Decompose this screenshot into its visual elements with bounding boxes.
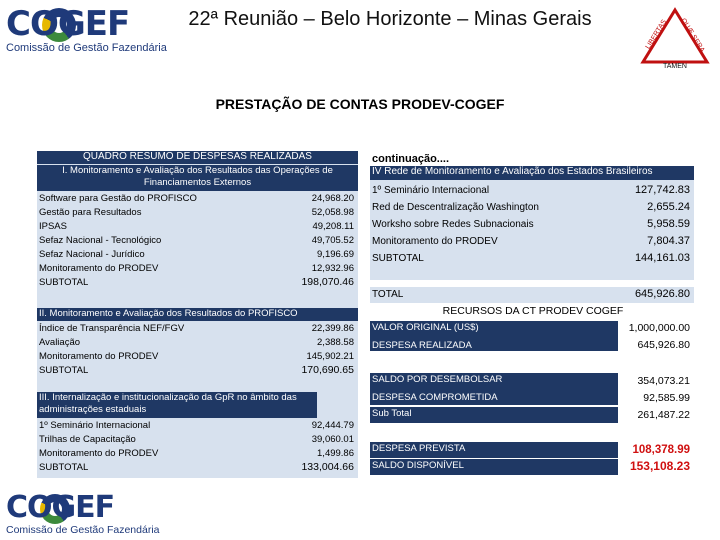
row-value: 127,742.83 [634, 184, 690, 196]
sub-total-label: Sub Total [370, 407, 618, 423]
row-value: 2,388.58 [317, 337, 354, 348]
row-value: 9,196.69 [317, 249, 354, 260]
left-summary-panel [37, 151, 358, 478]
row-value: 22,399.86 [311, 323, 354, 334]
svg-text:QUÆ SERA: QUÆ SERA [679, 17, 706, 54]
row-label: Gestão para Resultados [39, 207, 142, 218]
page-title: 22ª Reunião – Belo Horizonte – Minas Gerais [188, 8, 592, 30]
cogef-logo-top [6, 4, 186, 56]
section-4-heading: IV Rede de Monitoramento e Avaliação dos Estados Brasileiros [370, 166, 694, 180]
row-value: 144,161.03 [634, 252, 690, 264]
row-value: 145,902.21 [306, 351, 354, 362]
row-value: 52,058.98 [311, 207, 354, 218]
report-subtitle: PRESTAÇÃO DE CONTAS PRODEV-COGEF [215, 96, 505, 112]
saldo-desembolsar-label: SALDO POR DESEMBOLSAR [370, 373, 618, 391]
despesa-prevista-value: 108,378.99 [618, 443, 694, 457]
row-label: Monitoramento do PRODEV [39, 448, 159, 459]
right-summary-panel [370, 166, 694, 280]
row-label: 1º Seminário Internacional [372, 185, 490, 196]
despesa-comprometida-value: 92,585.99 [618, 391, 694, 405]
saldo-desembolsar-value: 354,073.21 [618, 374, 694, 388]
section-2-heading: II. Monitoramento e Avaliação dos Resultados do PROFISCO [37, 308, 358, 321]
cogef-logo-bottom [6, 490, 186, 538]
left-panel-title: QUADRO RESUMO DE DESPESAS REALIZADAS [37, 151, 358, 164]
saldo-disponivel-label: SALDO DISPONÍVEL [370, 459, 618, 475]
despesa-realizada-value: 645,926.80 [618, 338, 694, 352]
row-value: 2,655.24 [647, 201, 690, 213]
row-label: Sefaz Nacional - Tecnológico [39, 235, 162, 246]
row-value: 39,060.01 [311, 434, 354, 445]
row-label: Avaliação [39, 337, 81, 348]
row-value: 1,499.86 [317, 448, 354, 459]
row-label: SUBTOTAL [39, 462, 89, 473]
row-value: 12,932.96 [311, 263, 354, 274]
total-label: TOTAL [372, 289, 404, 300]
row-label: SUBTOTAL [39, 277, 89, 288]
row-label: Red de Descentralização Washington [372, 202, 539, 213]
logo-word-bottom: COGEF [6, 490, 115, 525]
row-value: 49,705.52 [311, 235, 354, 246]
valor-original-label: VALOR ORIGINAL (US$) [370, 321, 618, 351]
saldo-disponivel-value: 153,108.23 [618, 459, 694, 473]
row-value: 24,968.20 [311, 193, 354, 204]
despesa-comprometida-label: DESPESA COMPROMETIDA [370, 391, 618, 405]
row-label: Monitoramento do PRODEV [372, 236, 498, 247]
row-label: Monitoramento do PRODEV [39, 351, 159, 362]
row-value: 49,208.11 [312, 221, 354, 232]
row-label: 1º Seminário Internacional [39, 420, 151, 431]
row-label: Worksho sobre Redes Subnacionais [372, 219, 534, 230]
resources-title: RECURSOS DA CT PRODEV COGEF [442, 305, 624, 317]
valor-original-value: 1,000,000.00 [618, 321, 694, 335]
row-label: IPSAS [39, 221, 67, 232]
row-value: 133,004.66 [301, 461, 354, 473]
continuation-label: continuação.... [372, 153, 450, 165]
row-label: Sefaz Nacional - Jurídico [39, 249, 145, 260]
row-label: Software para Gestão do PROFISCO [39, 193, 197, 204]
row-label: Monitoramento do PRODEV [39, 263, 159, 274]
logo-word: COGEF [6, 4, 130, 44]
logo-subtitle-bottom: Comissão de Gestão Fazendária [6, 524, 160, 536]
row-label: SUBTOTAL [39, 365, 89, 376]
row-value: 198,070.46 [301, 276, 354, 288]
sub-total-value: 261,487.22 [618, 408, 694, 422]
row-label: SUBTOTAL [372, 253, 424, 264]
row-label: Trilhas de Capacitação [39, 434, 136, 445]
logo-subtitle: Comissão de Gestão Fazendária [6, 42, 167, 54]
svg-text:TAMEN: TAMEN [663, 63, 687, 70]
row-value: 92,444.79 [311, 420, 354, 431]
minas-gerais-seal-icon [637, 6, 713, 70]
row-label: Índice de Transparência NEF/FGV [39, 323, 185, 334]
row-value: 5,958.59 [647, 218, 690, 230]
section-1-heading: I. Monitoramento e Avaliação dos Resultados das Operações de Financiamentos Externos [37, 165, 358, 191]
despesa-prevista-label: DESPESA PREVISTA [370, 442, 618, 458]
section-3-heading: III. Internalização e institucionalização da GpR no âmbito das administrações estaduais [37, 392, 317, 418]
row-value: 7,804.37 [647, 235, 690, 247]
row-value: 170,690.65 [301, 364, 354, 376]
total-row [370, 287, 694, 303]
svg-text:LIBERTAS: LIBERTAS [644, 18, 669, 51]
total-value: 645,926.80 [634, 288, 690, 300]
despesa-realizada-label: DESPESA REALIZADA [372, 340, 472, 351]
